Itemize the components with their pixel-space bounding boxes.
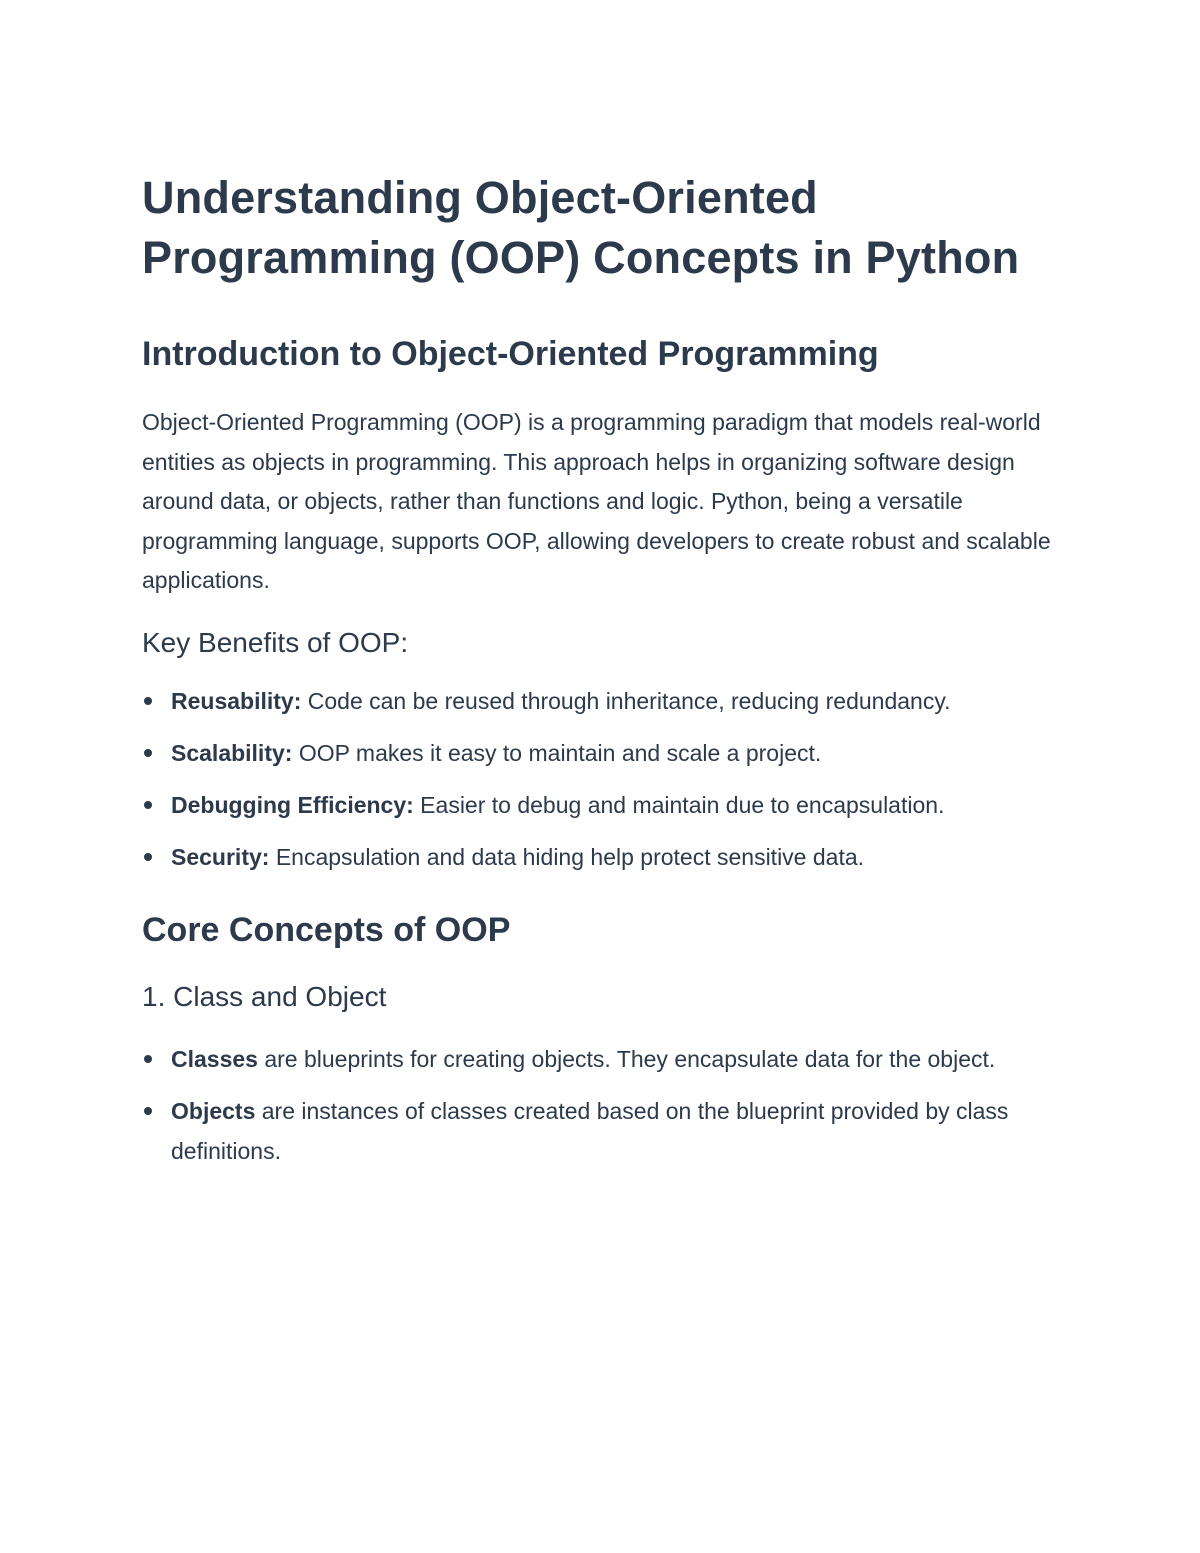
- core-concepts-heading: Core Concepts of OOP: [142, 910, 511, 949]
- concept-term: Objects: [171, 1097, 256, 1124]
- class-object-subheading: 1. Class and Object: [142, 980, 387, 1012]
- list-item: [142, 1039, 1072, 1079]
- document-content: [142, 168, 1072, 1171]
- page-title: Understanding Object-Oriented Programming (OOP) Concepts in Python: [142, 172, 1020, 283]
- concept-text: are blueprints for creating objects. They encapsulate data for the object.: [257, 1045, 996, 1072]
- bullet-icon: [144, 1055, 152, 1063]
- benefits-list: [142, 681, 1072, 877]
- list-item: [142, 837, 1072, 877]
- benefit-text: Easier to debug and maintain due to encapsulation.: [413, 791, 945, 818]
- bullet-icon: [144, 801, 152, 809]
- benefit-text: Encapsulation and data hiding help protect sensitive data.: [269, 843, 865, 870]
- intro-paragraph: Object-Oriented Programming (OOP) is a programming paradigm that models real-world entities as objects in programming. This approach helps in organizing software design around data, or objects, rather than functions and logic. Python, being a versatile programming language, supports OOP, allowing developers to create robust and scalable applications.: [142, 409, 1051, 593]
- concept-text: are instances of classes created based on the blueprint provided by class definitions.: [171, 1097, 1009, 1164]
- benefit-term: Debugging Efficiency:: [171, 791, 414, 818]
- benefit-term: Scalability:: [171, 739, 293, 766]
- list-item: [142, 681, 1072, 721]
- benefit-term: Reusability:: [171, 687, 302, 714]
- list-item: [142, 785, 1072, 825]
- bullet-icon: [144, 853, 152, 861]
- concept-term: Classes: [171, 1045, 258, 1072]
- class-object-list: [142, 1039, 1072, 1171]
- bullet-icon: [144, 749, 152, 757]
- list-item: [142, 1091, 1072, 1171]
- benefits-heading: Key Benefits of OOP:: [142, 626, 409, 658]
- bullet-icon: [144, 697, 152, 705]
- intro-heading: Introduction to Object-Oriented Programming: [142, 335, 879, 373]
- list-item: [142, 733, 1072, 773]
- benefit-text: OOP makes it easy to maintain and scale a project.: [292, 739, 822, 766]
- benefit-term: Security:: [171, 843, 270, 870]
- bullet-icon: [144, 1107, 152, 1115]
- benefit-text: Code can be reused through inheritance, reducing redundancy.: [301, 687, 951, 714]
